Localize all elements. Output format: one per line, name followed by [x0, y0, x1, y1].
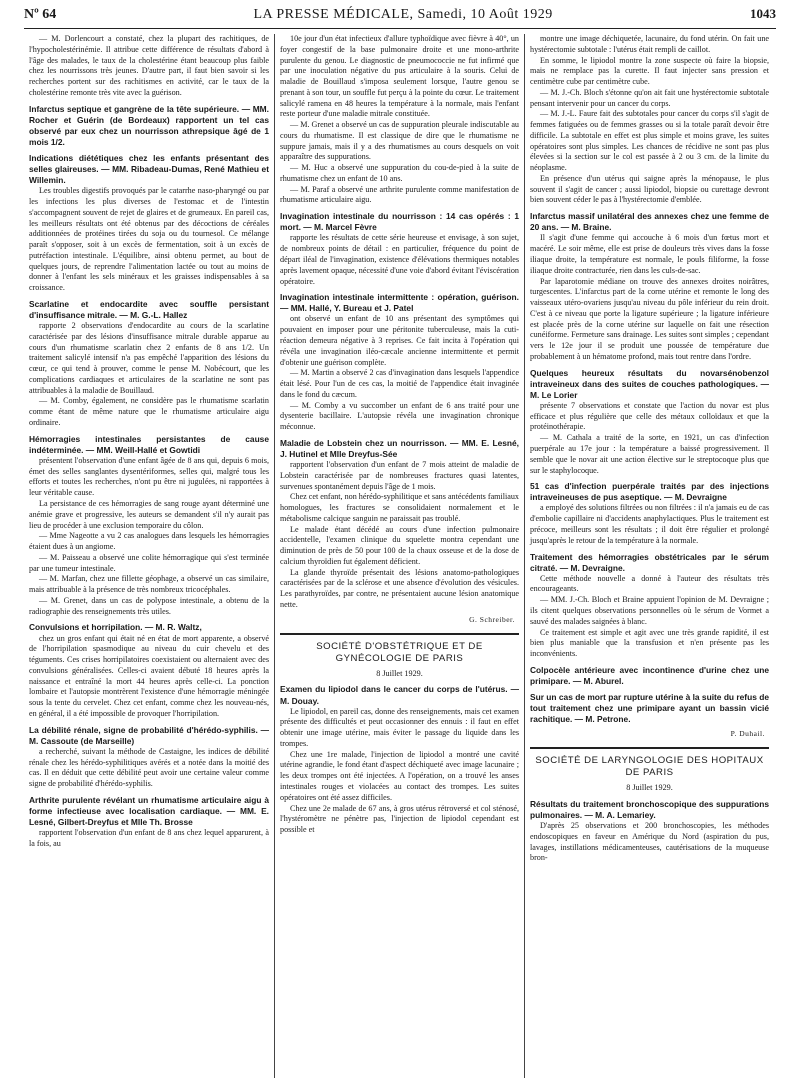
paragraph: présente 7 observations et constate que l'action du novar est plus efficace et plus régulière que celle des métaux colloïdaux et que la protéinothérapie.: [530, 400, 769, 432]
section-heading: Scarlatine et endocardite avec souffle persistant d'insuffisance mitrale. — M. G.-L. Hallez: [29, 298, 269, 320]
paragraph: En présence d'un utérus qui saigne après la ménopause, le plus souvent il s'agit de cancer ; aussi lipiodol, biopsie ou curettage devront bien souvent céder le pas à l'hystérectomie d'emblée.: [530, 173, 769, 205]
society-heading: SOCIÉTÉ D'OBSTÉTRIQUE ET DE GYNÉCOLOGIE DE PARIS: [280, 633, 519, 665]
paragraph: a recherché, suivant la méthode de Castaigne, les indices de débilité rénale chez les hérédo-syphilitiques avérés et a notée dans la moitié des cas. Il en déduit que cette débilité peut avoir une certaine valeur comme signe de probabilité d'hérédo-syphilis.: [29, 746, 269, 789]
section-heading: Examen du lipiodol dans le cancer du corps de l'utérus. — M. Douay.: [280, 684, 519, 706]
author-signature: G. Schreiber.: [469, 614, 515, 624]
section-heading: Infarctus massif unilatéral des annexes chez une femme de 20 ans. — M. Braine.: [530, 211, 769, 233]
section-heading: Infarctus septique et gangrène de la tête supérieure. — MM. Rocher et Guérin (de Bordeaux) rapportent un tel cas observé par eux chez un nourrisson athrepsique âgé de 1 mois 1/2.: [29, 103, 269, 147]
paragraph: 10e jour d'un état infectieux d'allure typhoïdique avec fièvre à 40°, un foyer congestif de la base pulmonaire droite et une mono-arthrite purulente du genou. Le diagnostic de pneumococcie ne fut infirmé que par une inoculation négative du pus articulaire à la souris. Celui de maladie de Bouillaud s'imposa seulement lorsque, l'autre genou se prenant à son tour, un souffle fut perçu à la pointe du cœur. Le traitement salicylé ramena en 48 heures la température à la normale, mais l'enfant reste porteur d'une maladie mitrale constituée.: [280, 34, 519, 119]
page-number: 1043: [750, 6, 776, 21]
section-heading: Traitement des hémorragies obstétricales par le sérum citraté. — M. Devraigne.: [530, 551, 769, 573]
section-heading: Maladie de Lobstein chez un nourrisson. — MM. E. Lesné, J. Hutinel et Mlle Dreyfus-Sée: [280, 437, 519, 459]
paragraph: — M. Martin a observé 2 cas d'invagination dans lesquels l'appendice était lésé. Pour l'un de ces cas, la moitié de l'appendice était invaginée dans le fond du cæcum.: [280, 368, 519, 399]
paragraph: Chez une 1re malade, l'injection de lipiodol a montré une cavité utérine agrandie, le fond étant d'aspect déchiqueté avec image lacunaire ; les deux trompes ont été injectées. A l'opération, on a trouvé les anses intestinales rouges et violacées au contact des trompes. Les suites opératoires ont été assez difficiles.: [280, 749, 519, 802]
paragraph: — M. Comby, également, ne considère pas le rhumatisme scarlatin comme étant de même nature que le rhumatisme articulaire aigu ordinaire.: [29, 396, 269, 427]
paragraph: — M. Marfan, chez une fillette géophage, a observé un cas similaire, mais attribuable à la présence de très nombreux tricocéphales.: [29, 574, 269, 595]
paragraph: — M. Comby a vu succomber un enfant de 6 ans traité pour une dysenterie bacillaire. L'autopsie révéla une invagination chronique méconnue.: [280, 400, 519, 432]
paragraph: — M. Grenet a observé un cas de suppuration pleurale indiscutable au cours du rhumatisme. Il est classique de dire que le rhumatisme ne suppure jamais, mais il y a des rhumatismes au cours desquels on voit apparaître des suppurations.: [280, 120, 519, 162]
session-date: 8 Juillet 1929.: [376, 668, 423, 678]
section-heading: Invagination intestinale du nourrisson : 14 cas opérés : 1 mort. — M. Marcel Fèvre: [280, 211, 519, 233]
paragraph: — M. Paisseau a observé une colite hémorragique qui s'est terminée par une tumeur intestinale.: [29, 552, 269, 573]
section-heading: Convulsions et horripilation. — M. R. Waltz,: [29, 622, 202, 633]
paragraph: Ce traitement est simple et agit avec une très grande rapidité, il est bien plus maniable que la transfusion et n'en présente pas les inconvénients.: [530, 627, 769, 659]
paragraph: chez un gros enfant qui était né en état de mort apparente, a observé de l'horripilation spasmodique au niveau du cuir chevelu et des téguments. Ces crises horripilatoires coexistaient ou alternaient avec des convulsions généralisées. Celles-ci avaient débuté 18 heures après la naissance et entraîné la mort 44 heures après celle-ci. La ponction lombaire et l'autopsie montrèrent l'existence d'une hémorragie méningée sous la tente du cervelet. Chez cet enfant, comme chez les nouveau-nés, en général, il a été impossible de provoquer l'horripilation.: [29, 633, 269, 718]
paragraph: D'après 25 observations et 200 bronchoscopies, les méthodes endoscopiques en faveur en Amérique du Nord (aspiration du pus, lavages, instillations médicamenteuses, cautérisations de la muqueuse bron-: [530, 821, 769, 863]
column-1: [24, 34, 274, 1078]
paragraph: Il s'agit d'une femme qui accouche à 6 mois d'un fœtus mort et macéré. Le soir même, elle est prise de douleurs très vives dans la fosse iliaque droite, la température est normale, le pouls filiforme, la fosse iliaque droite contracturée, rien dans les culs-de-sac.: [530, 233, 769, 275]
paragraph: La glande thyroïde présentait des lésions anatomo-pathologiques caractérisées par de la sclérose et une absence d'évolution des vésicules. Les parathyroïdes, par contre, ne présentaient aucune lésion anatomique nette.: [280, 567, 519, 610]
paragraph: En somme, le lipiodol montre la zone suspecte où faire la biopsie, mais ne remplace pas la curette. Il faut injecter sans pression et centimètre cube par centimètre cube.: [530, 55, 769, 87]
section-heading: Arthrite purulente révélant un rhumatisme articulaire aigu à forme infectieuse avec localisation cardiaque. — MM. E. Lesné, Gilbert-Dreyfus et Mlle Th. Brosse: [29, 794, 269, 828]
section-heading: Sur un cas de mort par rupture utérine à la suite du refus de tout traitement chez une primipare ayant un bassin vicié rachitique. — M. Petrone.: [530, 692, 769, 725]
journal-title: LA PRESSE MÉDICALE, Samedi, 10 Août 1929: [253, 7, 553, 22]
paragraph: a employé des solutions filtrées ou non filtrées : il n'a jamais eu de cas d'embolie capillaire ni d'accidents anaphylactiques. Plus le traitement est précoce, meilleurs sont les résultats ; il doit être régulier et prolongé jusqu'après le retour de la température à la normale.: [530, 503, 769, 545]
section-heading: Quelques heureux résultats du novarsénobenzol intraveineux dans des suites de couches pathologiques. — M. Le Lorier: [530, 367, 769, 400]
column-3: [524, 34, 774, 1078]
section-heading: La débilité rénale, signe de probabilité d'hérédo-syphilis. — M. Cassoute (de Marseille): [29, 724, 269, 746]
session-date: 8 Juillet 1929.: [626, 783, 673, 793]
section-heading: Indications diététiques chez les enfants présentant des selles glaireuses. — MM. Ribadeau-Dumas, René Mathieu et Willemin.: [29, 152, 269, 186]
paragraph: — M. Paraf a observé une arthrite purulente comme manifestation de rhumatisme articulaire aigu.: [280, 184, 519, 205]
page-header: [24, 6, 776, 29]
paragraph: — Mme Nageotte a vu 2 cas analogues dans lesquels les hémorragies étaient dues à un angiome.: [29, 531, 269, 552]
paragraph: — M. Huc a observé une suppuration du cou-de-pied à la suite de rhumatisme chez un enfant de 10 ans.: [280, 163, 519, 183]
column-2: [274, 34, 524, 1078]
paragraph: Par laparotomie médiane on trouve des annexes droites noirâtres, turgescentes. L'infarctus part de la corne utérine et remonte le long des vaisseaux utéro-ovariens jusqu'au niveau du pôle inférieur du rein droit. C'est à ce niveau que porte la ligature supérieure ; la ligature inférieure est placée près de la corne utérine sur laquelle on fait une résection cunéiforme. Fermeture sans drainage. Les suites sont simples ; cependant vers le 12e jour il se produit une poussée de température due probablement à un hématome profond, mais tout rentre dans l'ordre.: [530, 276, 769, 361]
paragraph: rapporte les résultats de cette série heureuse et envisage, à son sujet, de nombreux points de détail : en particulier, fréquence du point de départ iléal de l'invagination, existence d'élévations thermiques notables après lavement opaque, nécessité d'une voie d'abord évitant l'éviscération opératoire.: [280, 233, 519, 286]
paragraph: ont observé un enfant de 10 ans présentant des symptômes qui pouvaient en imposer pour une péritonite tuberculeuse, mais la cuti-réaction demeura négative à 3 reprises. Ce fait incita à l'opération qui révéla une invagination iléo-cæcale ancienne intermittente et permit d'obtenir une guérison complète.: [280, 314, 519, 367]
section-heading: Colpocèle antérieure avec incontinence d'urine chez une primipare. — M. Aburel.: [530, 664, 769, 686]
paragraph: — MM. J.-Ch. Bloch et Braine appuient l'opinion de M. Devraigne ; ils citent quelques observations personnelles où le sérum de Vormet a sauvé des malades saignées à blanc.: [530, 595, 769, 626]
paragraph: Le malade étant décédé au cours d'une infection pulmonaire accidentelle, l'examen clinique du squelette montra cependant une diminution de près de 50 pour 100 de la chaux osseuse et de la dose de calcium thyroïdien fut également déficient.: [280, 524, 519, 566]
section-heading: Invagination intestinale intermittente : opération, guérison. — MM. Hallé, Y. Bureau et J. Patel: [280, 292, 519, 314]
section-heading: 51 cas d'infection puerpérale traités par des injections intraveineuses de pus aseptique. — M. Devraigne: [530, 481, 769, 503]
paragraph: — M. Dorlencourt a constaté, chez la plupart des rachitiques, de l'hypocholestérinémie. Il attribue cette différence de résultats d'abord à l'âge des malades, le taux de la cholestérine étant beaucoup plus faible chez les nourrissons très jeunes. D'autre part, il faut bien savoir si les recherches portent sur des rachitismes en activité, car le taux de la cholestérine remonte très vite avec la guérison.: [29, 34, 269, 97]
paragraph: rapporte 2 observations d'endocardite au cours de la scarlatine caractérisée par des lésions d'insuffisance mitrale durable apparue au cours d'un rhumatisme scarlatin chez 2 enfants de 8 ans 1/2. Un traitement salicylé intensif n'a pas empêché l'apparition des lésions du cœur, ce qui tend à prouver, comme le pense M. Nobécourt, que les complications cardiaques et articulaires de la scarlatine ne sont pas attribuables à la maladie de Bouillaud.: [29, 321, 269, 395]
paragraph: — M. J.-L. Faure fait des subtotales pour cancer du corps s'il s'agit de femmes fatiguées ou de femmes grasses ou si la totale paraît devoir être difficile. La subtotale en effet est plus simple et moins grave, les suites opératoires sont plus simples. Les chances de récidive ne sont pas plus élevées si la section sur le col est passée à 2 ou 3 cm. de la limite du néoplasme.: [530, 109, 769, 173]
society-heading: SOCIÉTÉ DE LARYNGOLOGIE DES HOPITAUX DE PARIS: [530, 747, 769, 779]
author-signature: P. Duhail.: [730, 729, 765, 739]
paragraph: — M. Cathala a traité de la sorte, en 1921, un cas d'infection puerpérale au 17e jour : la température a baissé progressivement. Il semble que le novar ait une action élective sur le streptocoque plus que sur le staphylocoque.: [530, 433, 769, 475]
paragraph: présentent l'observation d'une enfant âgée de 8 ans qui, depuis 6 mois, émet des selles sanglantes dysentériformes, selles qui, malgré tous les efforts et toutes les recherches, n'ont pu être ni jugulées, ni rapportées à leur véritable cause.: [29, 455, 269, 498]
article-columns: [24, 34, 776, 1078]
paragraph: rapportent l'observation d'un enfant de 7 mois atteint de maladie de Lobstein caractérisée par de nombreuses fractures quasi latentes, survenues spontanément depuis l'âge de 1 mois.: [280, 460, 519, 491]
paragraph: Le lipiodol, en pareil cas, donne des renseignements, mais cet examen présente des difficultés et peut occasionner des ennuis : il faut en effet obtenir une image utérine, mais éviter le passage du liquide dans les trompes.: [280, 706, 519, 748]
paragraph: Les troubles digestifs provoqués par le catarrhe naso-pharyngé ou par les infections les plus diverses de l'estomac et de l'intestin s'accompagnent souvent de rejet de glaires et de grumeaux. En pareil cas, les meilleurs résultats ont été obtenus par des décoctions de céréales additionnées de protéines tirées du soja ou du tournesol. Ce mélange paraît s'opposer, soit à un excès de fermentation, soit à un excès de putréfaction intestinale. L'équilibre, ainsi obtenu permet, au bout de quelques jours, de reprendre l'alimentation lactée ou tout au moins de donner à l'enfant les sels minéraux et les graisses indispensables à sa croissance.: [29, 186, 269, 293]
section-heading: Résultats du traitement bronchoscopique des suppurations pulmonaires. — M. A. Lemariey.: [530, 798, 769, 821]
section-heading: Hémorragies intestinales persistantes de cause indéterminée. — MM. Weill-Hallé et Gowtidi: [29, 433, 269, 455]
paragraph: — M. Grenet, dans un cas de polypose intestinale, a obtenu de la radiographie des renseignements très utiles.: [29, 595, 269, 616]
paragraph: Cette méthode nouvelle a donné à l'auteur des résultats très encourageants.: [530, 573, 769, 594]
paragraph: rapportent l'observation d'un enfant de 8 ans chez lequel apparurent, à la fois, au: [29, 828, 269, 848]
paragraph: La persistance de ces hémorragies de sang rouge ayant déterminé une anémie grave et progressive, les auteurs se demandent s'il n'y aurait pas lieu de procéder à une exclusion temporaire du côlon.: [29, 499, 269, 530]
paragraph: Chez une 2e malade de 67 ans, à gros utérus rétroversé et col sténosé, l'hystéromètre ne pénètre pas, l'injection de lipiodol cependant est possible et: [280, 803, 519, 835]
paragraph: Chez cet enfant, non hérédo-syphilitique et sans antécédents familiaux homologues, les fractures se consolidaient normalement et le métabolisme calcique sanguin ne paraissait pas troublé.: [280, 492, 519, 523]
paragraph: — M. J.-Ch. Bloch s'étonne qu'on ait fait une hystérectomie subtotale pensant intervenir pour un cancer du corps.: [530, 87, 769, 108]
issue-number: Nº 64: [24, 7, 57, 22]
paragraph: montre une image déchiquetée, lacunaire, du fond utérin. On fait une hystérectomie subtotale : l'utérus était rempli de caillot.: [530, 34, 769, 54]
